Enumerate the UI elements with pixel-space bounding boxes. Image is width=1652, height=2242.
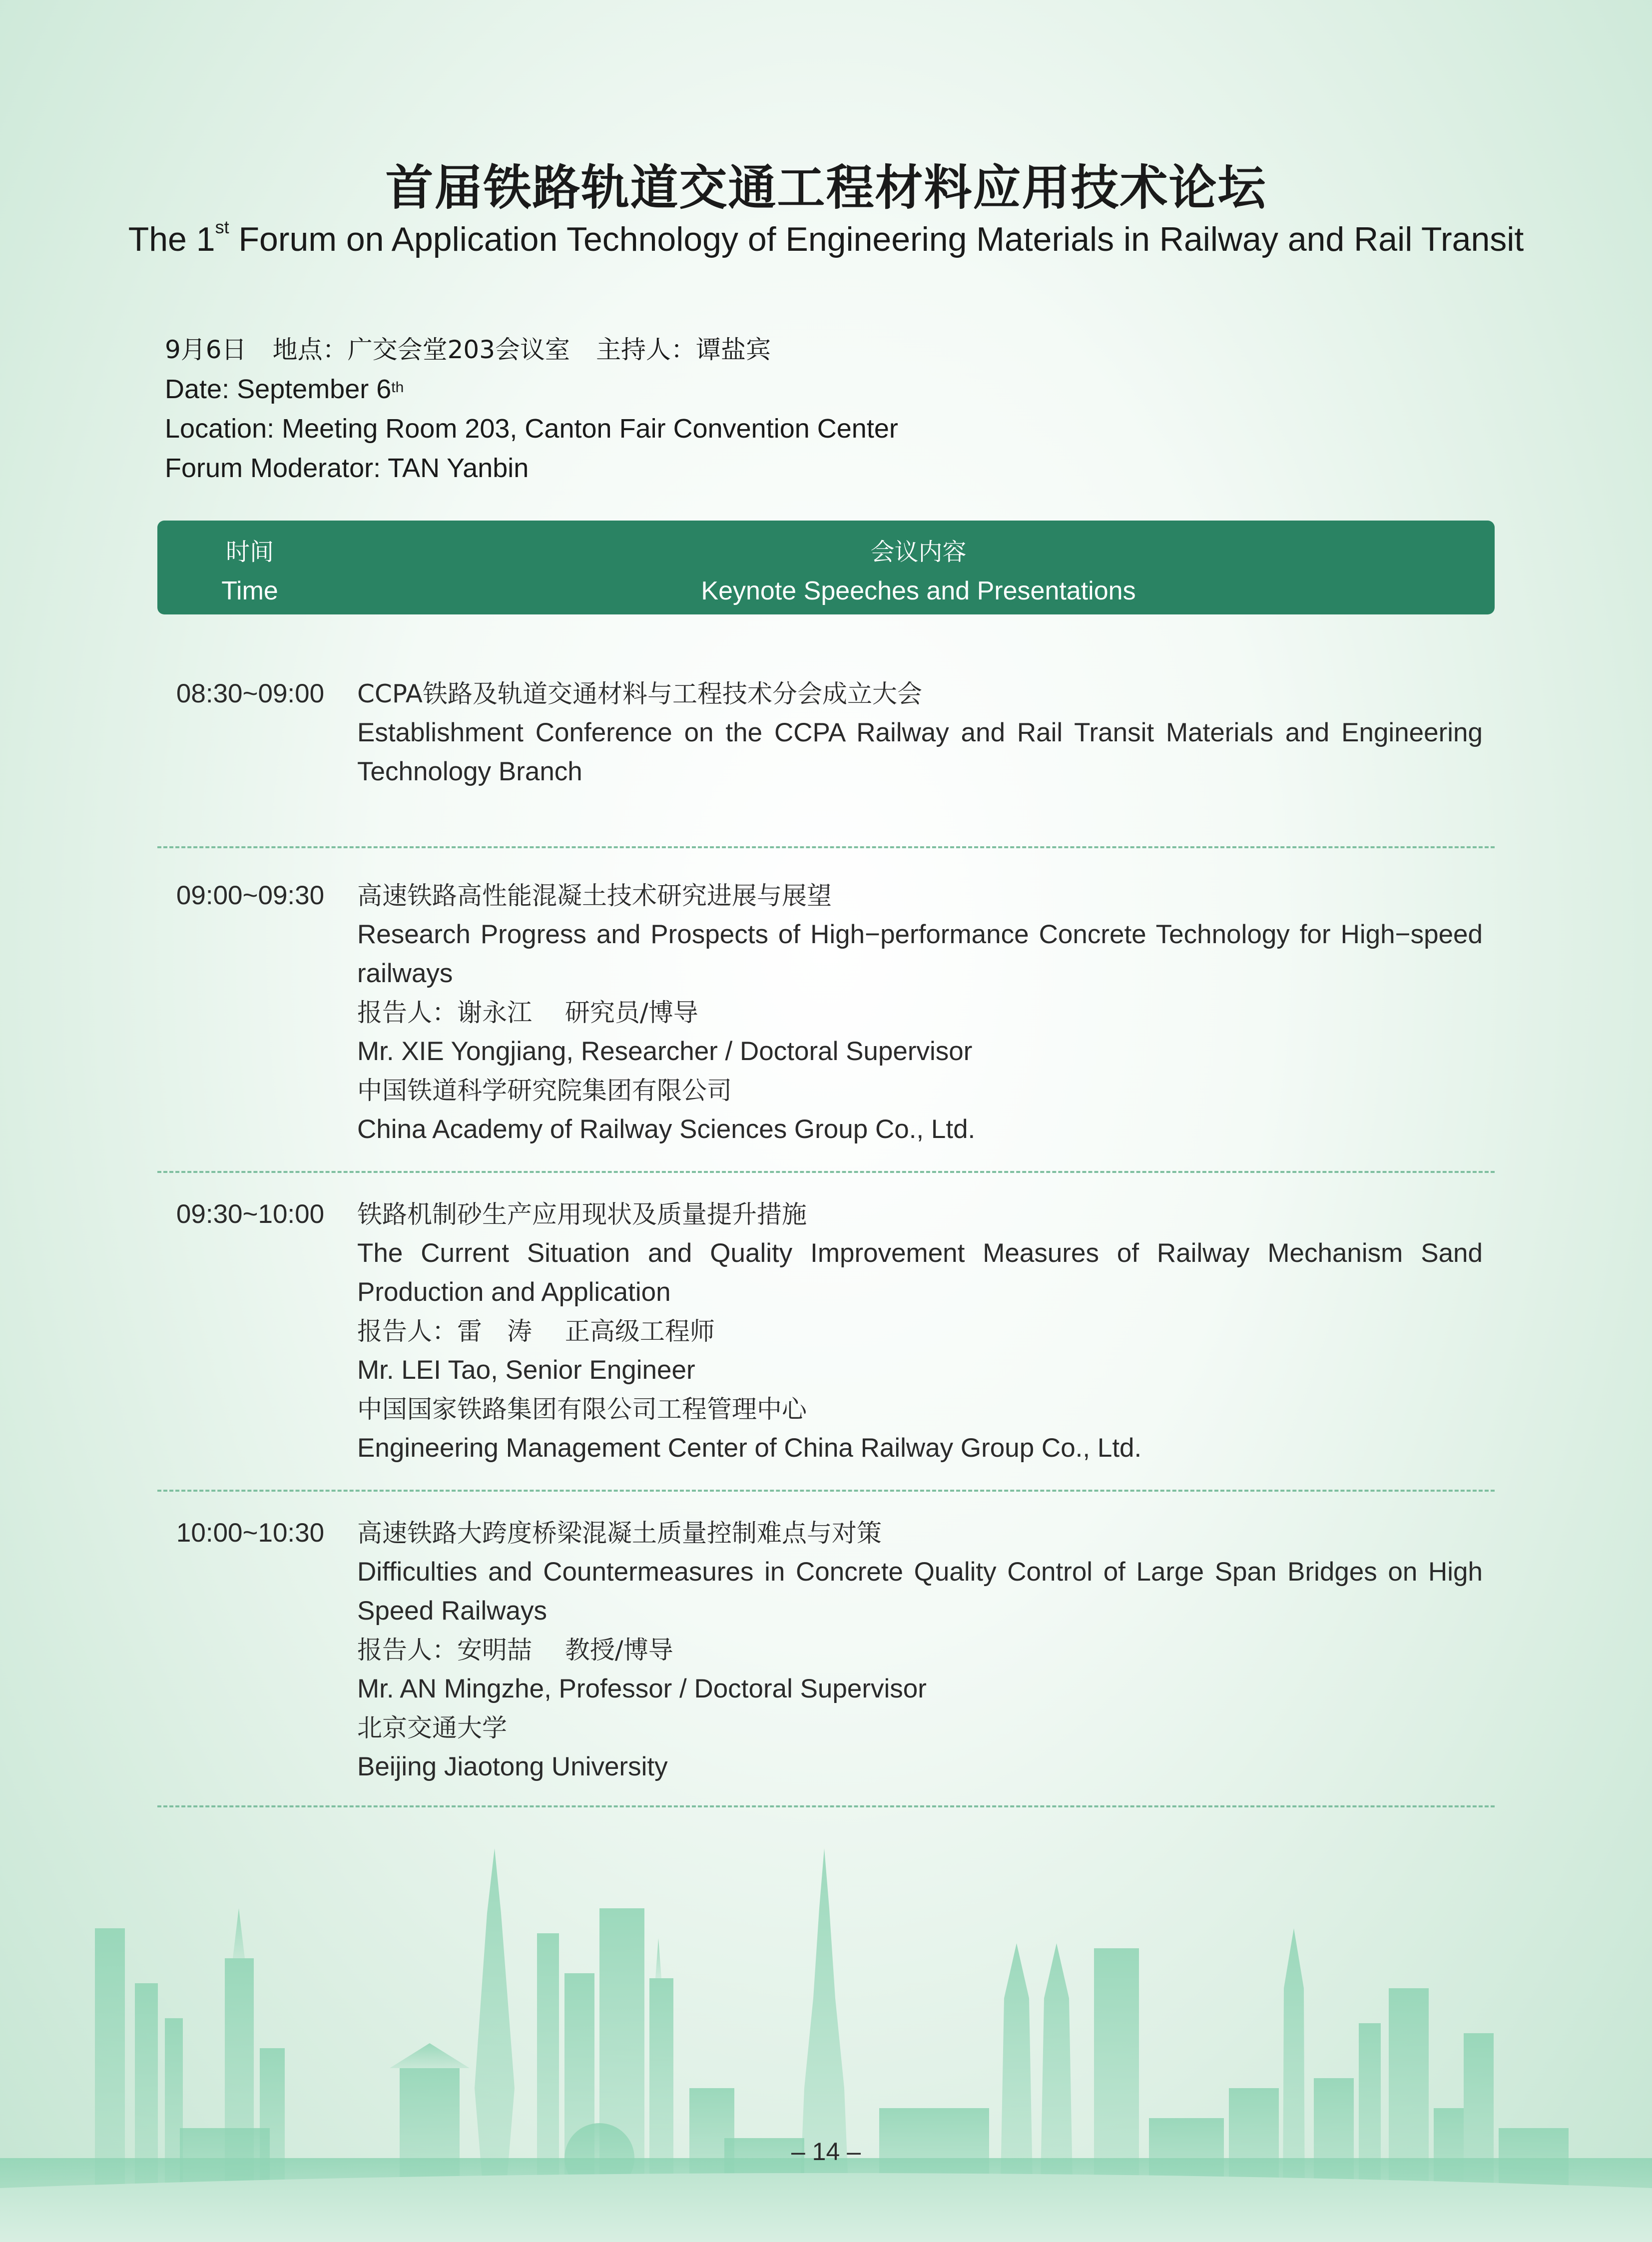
moderator-en: Forum Moderator: TAN Yanbin [165, 453, 529, 483]
organization-en: Engineering Management Center of China Railway Group Co., Ltd. [357, 1433, 1142, 1463]
organization-cn: 北京交通大学 [357, 1713, 507, 1742]
session-content [357, 1195, 1483, 1468]
session-title-en: The Current Situation and Quality Improvement Measures of Railway Mechanism Sand Production and Application [357, 1238, 1483, 1307]
organization-en: China Academy of Railway Sciences Group Co., Ltd. [357, 1115, 976, 1144]
session-title-cn: 高速铁路高性能混凝土技术研究进展与展望 [357, 881, 832, 910]
speaker-cn: 报告人：安明喆 教授/博导 [357, 1636, 673, 1665]
header-content-cn: 会议内容 [870, 538, 967, 566]
organization-en: Beijing Jiaotong University [357, 1752, 668, 1781]
organization-cn: 中国铁道科学研究院集团有限公司 [357, 1076, 732, 1105]
session-time: 08:30~09:00 [176, 679, 325, 708]
date-en: Date: September 6th [165, 374, 404, 404]
organization-cn: 中国国家铁路集团有限公司工程管理中心 [357, 1395, 807, 1424]
header-time-en: Time [221, 576, 278, 605]
location-cn: 地点：广交会堂203会议室 [272, 335, 570, 364]
session-title-cn: 高速铁路大跨度桥梁混凝土质量控制难点与对策 [357, 1519, 882, 1548]
speaker-cn: 报告人：谢永江 研究员/博导 [357, 998, 698, 1027]
session-title-cn: CCPA铁路及轨道交通材料与工程技术分会成立大会 [357, 679, 922, 708]
session-time: 10:00~10:30 [176, 1518, 325, 1548]
session-content [357, 674, 1483, 791]
forum-title-en: The 1st Forum on Application Technology of Engineering Materials in Railway and Rail Transit [128, 217, 1524, 258]
forum-meta [165, 330, 898, 488]
session-time: 09:30~10:00 [176, 1199, 325, 1229]
schedule-row [157, 674, 1495, 848]
schedule-row [157, 876, 1495, 1173]
header-content-column [342, 533, 1495, 610]
city-skyline-illustration [0, 1808, 1652, 2242]
speaker-cn: 报告人：雷 涛 正高级工程师 [357, 1317, 715, 1346]
page-number: – 14 – [791, 2138, 861, 2166]
speaker-en: Mr. AN Mingzhe, Professor / Doctoral Supervisor [357, 1674, 927, 1703]
session-title-en: Research Progress and Prospects of High−performance Concrete Technology for High−speed railways [357, 920, 1483, 988]
forum-title-cn: 首届铁路轨道交通工程材料应用技术论坛 [385, 160, 1267, 216]
schedule-list [157, 674, 1495, 1807]
session-title-cn: 铁路机制砂生产应用现状及质量提升措施 [357, 1200, 807, 1229]
schedule-table-header [157, 521, 1495, 614]
header-time-cn: 时间 [225, 538, 274, 566]
session-content [357, 876, 1483, 1149]
schedule-row [157, 1195, 1495, 1492]
header-time-column [157, 533, 342, 610]
location-en: Location: Meeting Room 203, Canton Fair Convention Center [165, 414, 898, 444]
schedule-row [157, 1514, 1495, 1807]
moderator-cn: 主持人：谭盐宾 [596, 335, 771, 364]
session-time: 09:00~09:30 [176, 881, 325, 910]
header-content-en: Keynote Speeches and Presentations [701, 576, 1136, 605]
speaker-en: Mr. LEI Tao, Senior Engineer [357, 1355, 695, 1385]
date-cn: 9月6日 [165, 335, 247, 364]
session-content [357, 1514, 1483, 1786]
session-title-en: Difficulties and Countermeasures in Concrete Quality Control of Large Span Bridges on High Speed Railways [357, 1557, 1483, 1626]
speaker-en: Mr. XIE Yongjiang, Researcher / Doctoral Supervisor [357, 1037, 973, 1066]
session-title-en: Establishment Conference on the CCPA Railway and Rail Transit Materials and Engineering Technology Branch [357, 718, 1483, 786]
meta-cn-line [165, 330, 898, 370]
